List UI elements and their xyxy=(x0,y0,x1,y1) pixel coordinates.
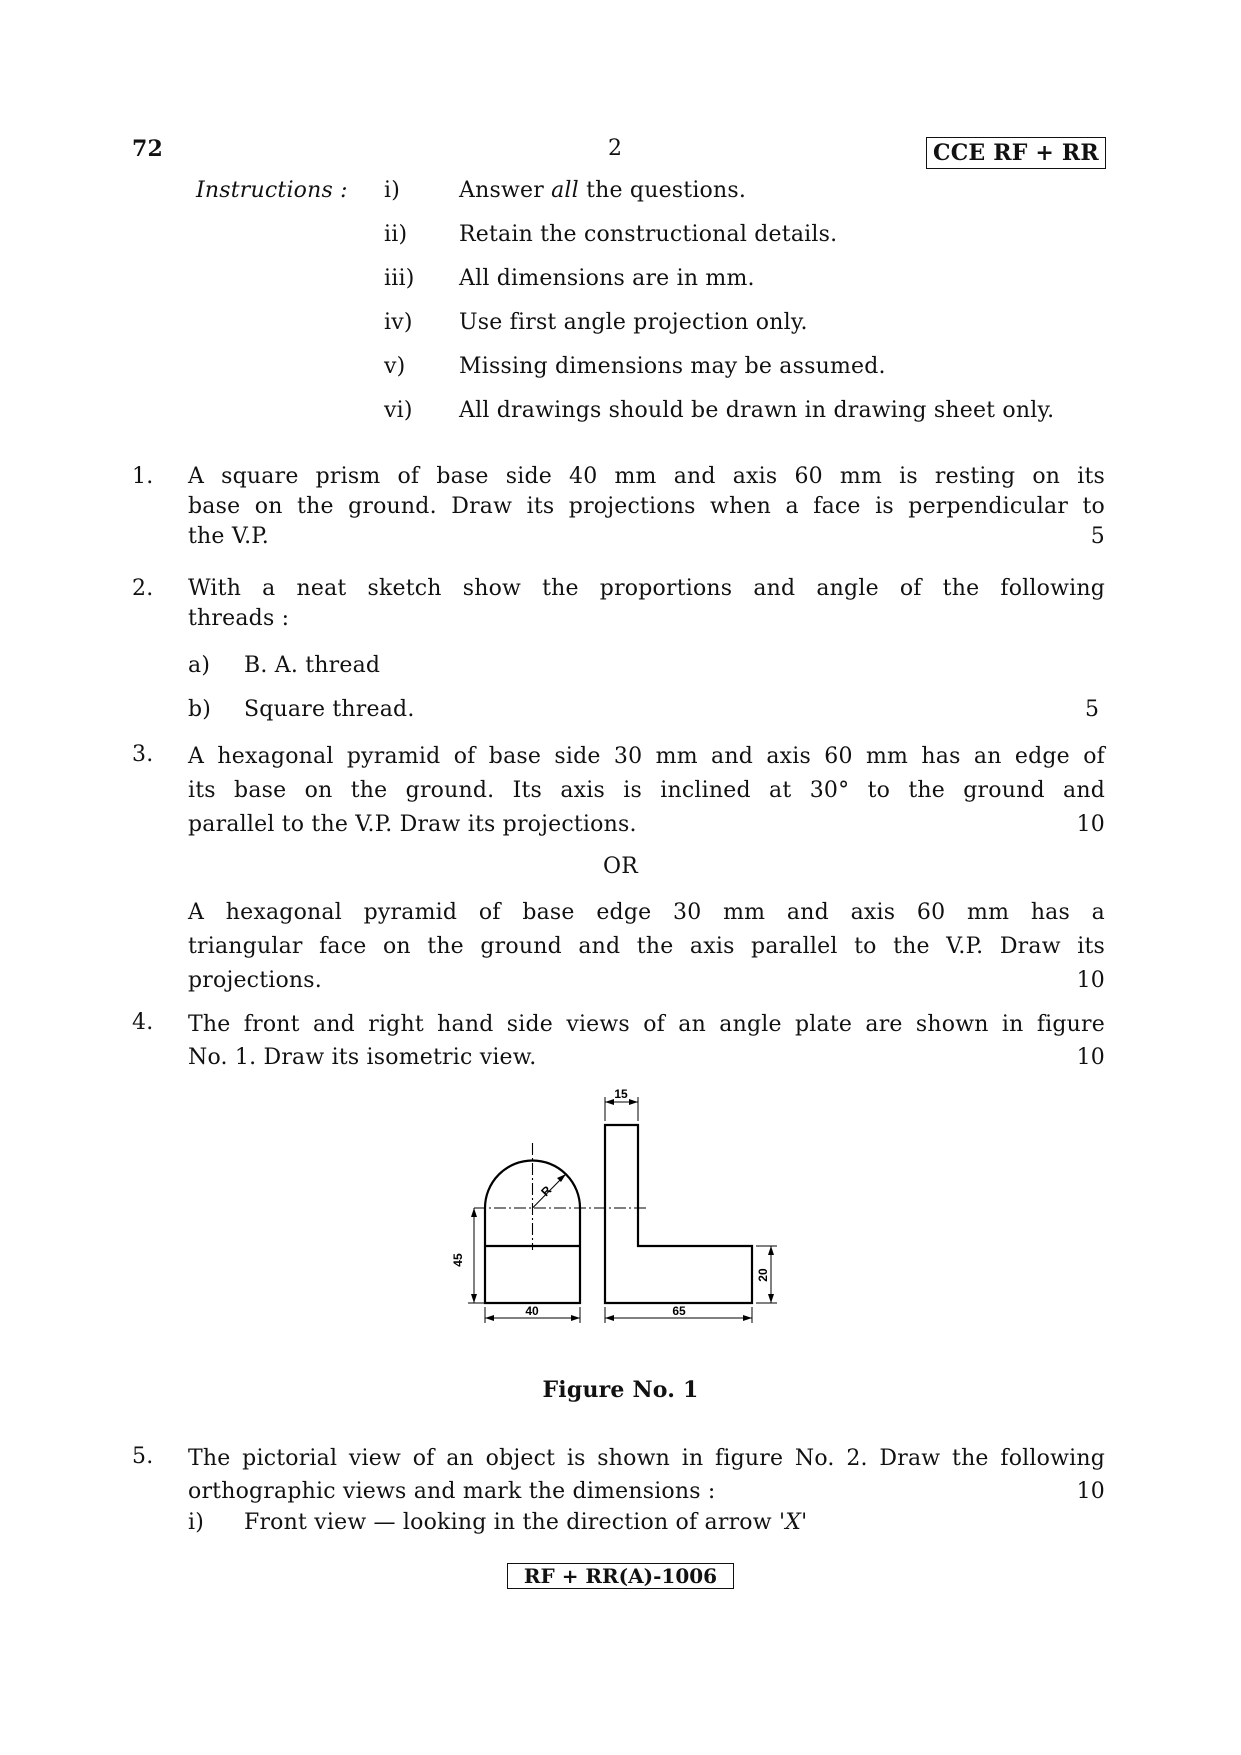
arrowhead xyxy=(485,1315,494,1321)
instruction-text: Missing dimensions may be assumed. xyxy=(459,354,886,379)
question-number: 2. xyxy=(132,576,154,601)
footer-code: RF + RR(A)-1006 xyxy=(507,1563,734,1589)
arrowhead xyxy=(768,1294,774,1303)
series-box: CCE RF + RR xyxy=(926,137,1106,169)
question-text: The front and right hand side views of an angle plate are shown in figure No. 1. Draw its isometric view. 10 xyxy=(188,1008,1105,1074)
sub-item-num: i) xyxy=(188,1510,205,1535)
sub-item-num: a) xyxy=(188,653,211,678)
dim-label-20: 20 xyxy=(756,1268,770,1282)
question-marks: 5 xyxy=(1085,697,1100,722)
dim-label-45: 45 xyxy=(451,1253,465,1267)
question-marks: 5 xyxy=(1090,524,1105,549)
footer xyxy=(0,1563,1241,1589)
instruction-num: iii) xyxy=(384,266,415,291)
dim-label-15: 15 xyxy=(614,1087,628,1101)
instruction-num: vi) xyxy=(384,398,413,423)
question-number: 4. xyxy=(132,1010,154,1035)
sub-item-num: b) xyxy=(188,697,212,722)
sub-item-text: Square thread. xyxy=(244,697,415,722)
question-text: A square prism of base side 40 mm and axis 60 mm is resting on its base on the ground. Draw its projections when a face is perpendicular to the V.P. 5 xyxy=(188,462,1105,552)
instruction-text: Use first angle projection only. xyxy=(459,310,808,335)
question-text: A hexagonal pyramid of base side 30 mm and axis 60 mm has an edge of its base on the ground. Its axis is inclined at 30° to the ground and parallel to the V.P. Draw its projections. 10 xyxy=(188,740,1105,842)
instructions-label: Instructions : xyxy=(196,178,348,203)
or-separator: OR xyxy=(602,854,638,879)
arrowhead xyxy=(571,1315,580,1321)
question-text: The pictorial view of an object is shown in figure No. 2. Draw the following orthographic views and mark the dimensions : 10 xyxy=(188,1442,1105,1508)
question-marks: 10 xyxy=(1076,968,1105,993)
question-alt-text: A hexagonal pyramid of base edge 30 mm and axis 60 mm has a triangular face on the ground and the axis parallel to the V.P. Draw its projections. 10 xyxy=(188,896,1105,998)
instruction-num: ii) xyxy=(384,222,408,247)
instruction-text: All drawings should be drawn in drawing sheet only. xyxy=(459,398,1055,423)
instruction-text: Retain the constructional details. xyxy=(459,222,838,247)
arrowhead xyxy=(768,1246,774,1255)
figure-1-drawing xyxy=(440,1085,800,1345)
side-view-outline xyxy=(605,1125,752,1303)
paper-code: 72 xyxy=(132,136,164,162)
arrowhead xyxy=(629,1099,638,1105)
sub-item-text: B. A. thread xyxy=(244,653,381,678)
sub-item-text: Front view — looking in the direction of arrow 'X' xyxy=(244,1510,808,1535)
arrowhead xyxy=(743,1315,752,1321)
question-text: With a neat sketch show the proportions and angle of the following threads : xyxy=(188,576,1105,631)
arrowhead xyxy=(557,1174,566,1182)
question-marks: 10 xyxy=(1076,812,1105,837)
dim-label-radius: R xyxy=(538,1183,555,1200)
question-number: 3. xyxy=(132,742,154,767)
question-number: 5. xyxy=(132,1444,154,1469)
arrowhead xyxy=(605,1099,614,1105)
arrowhead xyxy=(605,1315,614,1321)
arrowhead xyxy=(471,1208,477,1217)
dim-label-65: 65 xyxy=(672,1304,686,1318)
page-number: 2 xyxy=(608,136,623,161)
dim-label-40: 40 xyxy=(525,1304,539,1318)
question-marks: 10 xyxy=(1076,1479,1105,1504)
arrowhead xyxy=(471,1294,477,1303)
instruction-num: iv) xyxy=(384,310,413,335)
question-number: 1. xyxy=(132,464,154,489)
instruction-num: v) xyxy=(384,354,406,379)
question-marks: 10 xyxy=(1076,1045,1105,1070)
instruction-num: i) xyxy=(384,178,401,203)
figure-caption: Figure No. 1 xyxy=(542,1377,699,1403)
instruction-text: All dimensions are in mm. xyxy=(459,266,755,291)
instruction-text: Answer all the questions. xyxy=(459,178,747,203)
